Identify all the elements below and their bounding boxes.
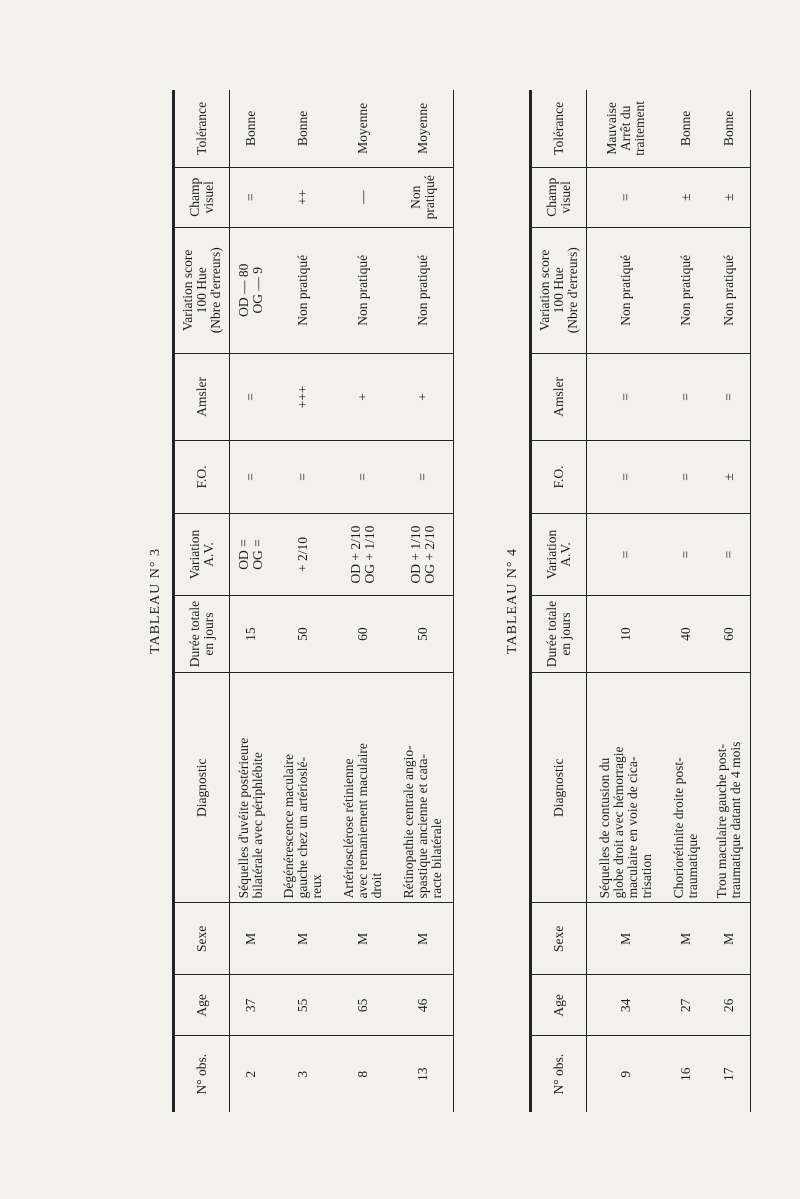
cell-diagnostic: Séquelles de contusion du globe droit avec hémorragie maculaire en voie de cica- trisation: [587, 673, 665, 903]
header-tolerance: Tolérance: [531, 90, 587, 167]
table-row: [230, 90, 273, 1112]
cell-obs: 2: [243, 1070, 259, 1078]
cell-amsler: =: [665, 353, 708, 440]
cell-fo: =: [333, 440, 393, 513]
header-obs: N° obs.: [531, 1036, 587, 1112]
header-score-hue: Variation score 100 Hue (Nbre d'erreurs): [531, 227, 587, 353]
header-sexe: Sexe: [531, 903, 587, 975]
table-row: [707, 90, 750, 1112]
table-row: [393, 90, 454, 1112]
table-row: [273, 90, 333, 1112]
cell-sexe: M: [230, 903, 273, 975]
header-champ-visuel: Champ visuel: [531, 167, 587, 227]
cell-diagnostic: Dégénérescence maculaire gauche chez un artérioslé- reux: [273, 673, 333, 903]
header-duree: Durée totale en jours: [174, 596, 230, 673]
cell-variation-av: =: [665, 513, 708, 595]
cell-champ-visuel: =: [587, 167, 665, 227]
tableau-3-caption: TABLEAU N° 3: [148, 548, 163, 654]
cell-age: 26: [707, 975, 750, 1036]
cell-duree: 10: [587, 596, 665, 673]
cell-diagnostic: Artériosclérose rétinienne avec remaniement maculaire droit: [333, 673, 393, 903]
cell-age: 37: [230, 975, 273, 1036]
header-variation-av: Variation A.V.: [531, 513, 587, 595]
cell-champ-visuel: ++: [273, 167, 333, 227]
header-age: Age: [174, 975, 230, 1036]
cell-champ-visuel: ±: [665, 167, 708, 227]
cell-sexe: M: [707, 903, 750, 975]
cell-sexe: M: [393, 903, 454, 975]
cell-age: 65: [333, 975, 393, 1036]
cell-amsler: +: [393, 353, 454, 440]
cell-diagnostic: Rétinopathie centrale angio- spastique ancienne et cata- racte bilatérale: [393, 673, 454, 903]
cell-tolerance: Bonne: [707, 90, 750, 167]
cell-obs: 9: [617, 1070, 633, 1078]
header-score-hue: Variation score 100 Hue (Nbre d'erreurs): [174, 227, 230, 353]
cell-tolerance: Moyenne: [333, 90, 393, 167]
cell-diagnostic: Séquelles d'uvéite postérieure bilatérale avec périphlébite: [230, 673, 273, 903]
tableau-4-table: [529, 90, 751, 1112]
cell-tolerance: Moyenne: [393, 90, 454, 167]
cell-sexe: M: [333, 903, 393, 975]
cell-diagnostic: Trou maculaire gauche post- traumatique datant de 4 mois: [707, 673, 750, 903]
table-row: [587, 90, 665, 1112]
cell-sexe: M: [587, 903, 665, 975]
header-duree: Durée totale en jours: [531, 596, 587, 673]
cell-obs: 8: [354, 1070, 370, 1078]
cell-sexe: M: [273, 903, 333, 975]
cell-age: 27: [665, 975, 708, 1036]
cell-diagnostic: Choriorétinite droite post- traumatique: [665, 673, 708, 903]
cell-fo: =: [587, 440, 665, 513]
cell-amsler: =: [707, 353, 750, 440]
header-champ-visuel: Champ visuel: [174, 167, 230, 227]
header-fo: F.O.: [174, 440, 230, 513]
cell-variation-av: OD + 2/10 OG + 1/10: [333, 513, 393, 595]
cell-obs: 13: [414, 1067, 430, 1081]
cell-duree: 60: [333, 596, 393, 673]
cell-age: 55: [273, 975, 333, 1036]
cell-tolerance: Bonne: [665, 90, 708, 167]
cell-amsler: +++: [273, 353, 333, 440]
cell-duree: 40: [665, 596, 708, 673]
cell-tolerance: Bonne: [273, 90, 333, 167]
cell-fo: =: [665, 440, 708, 513]
header-fo: F.O.: [531, 440, 587, 513]
cell-fo: =: [230, 440, 273, 513]
cell-obs: 17: [720, 1067, 736, 1081]
header-tolerance: Tolérance: [174, 90, 230, 167]
header-age: Age: [531, 975, 587, 1036]
cell-score-hue: Non pratiqué: [665, 227, 708, 353]
table-row: [665, 90, 708, 1112]
cell-tolerance: Bonne: [230, 90, 273, 167]
header-diagnostic: Diagnostic: [174, 673, 230, 903]
cell-duree: 15: [230, 596, 273, 673]
header-diagnostic: Diagnostic: [531, 673, 587, 903]
cell-amsler: +: [333, 353, 393, 440]
cell-variation-av: OD = OG =: [230, 513, 273, 595]
cell-score-hue: Non pratiqué: [333, 227, 393, 353]
cell-age: 46: [393, 975, 454, 1036]
cell-obs: 3: [294, 1070, 310, 1078]
header-sexe: Sexe: [174, 903, 230, 975]
cell-score-hue: Non pratiqué: [587, 227, 665, 353]
cell-sexe: M: [665, 903, 708, 975]
cell-champ-visuel: =: [230, 167, 273, 227]
header-amsler: Amsler: [174, 353, 230, 440]
header-variation-av: Variation A.V.: [174, 513, 230, 595]
cell-champ-visuel: —: [333, 167, 393, 227]
cell-fo: ±: [707, 440, 750, 513]
header-amsler: Amsler: [531, 353, 587, 440]
tableau-3-table: [172, 90, 454, 1112]
cell-score-hue: Non pratiqué: [707, 227, 750, 353]
header-obs: N° obs.: [174, 1036, 230, 1112]
cell-obs: 16: [678, 1067, 694, 1081]
cell-duree: 60: [707, 596, 750, 673]
tableau-4-caption: TABLEAU N° 4: [505, 548, 520, 654]
tableau-3: [148, 90, 460, 1112]
cell-score-hue: Non pratiqué: [273, 227, 333, 353]
cell-score-hue: Non pratiqué: [393, 227, 454, 353]
cell-variation-av: + 2/10: [273, 513, 333, 595]
cell-variation-av: =: [707, 513, 750, 595]
cell-variation-av: =: [587, 513, 665, 595]
cell-champ-visuel: ±: [707, 167, 750, 227]
cell-champ-visuel: Non pratiqué: [393, 167, 454, 227]
cell-amsler: =: [587, 353, 665, 440]
cell-fo: =: [393, 440, 454, 513]
table-row: [333, 90, 393, 1112]
cell-duree: 50: [393, 596, 454, 673]
cell-tolerance: Mauvaise Arrêt du traitement: [587, 90, 665, 167]
cell-score-hue: OD — 80 OG — 9: [230, 227, 273, 353]
cell-amsler: =: [230, 353, 273, 440]
tableau-4: [505, 90, 757, 1112]
cell-fo: =: [273, 440, 333, 513]
cell-duree: 50: [273, 596, 333, 673]
cell-age: 34: [587, 975, 665, 1036]
cell-variation-av: OD + 1/10 OG + 2/10: [393, 513, 454, 595]
